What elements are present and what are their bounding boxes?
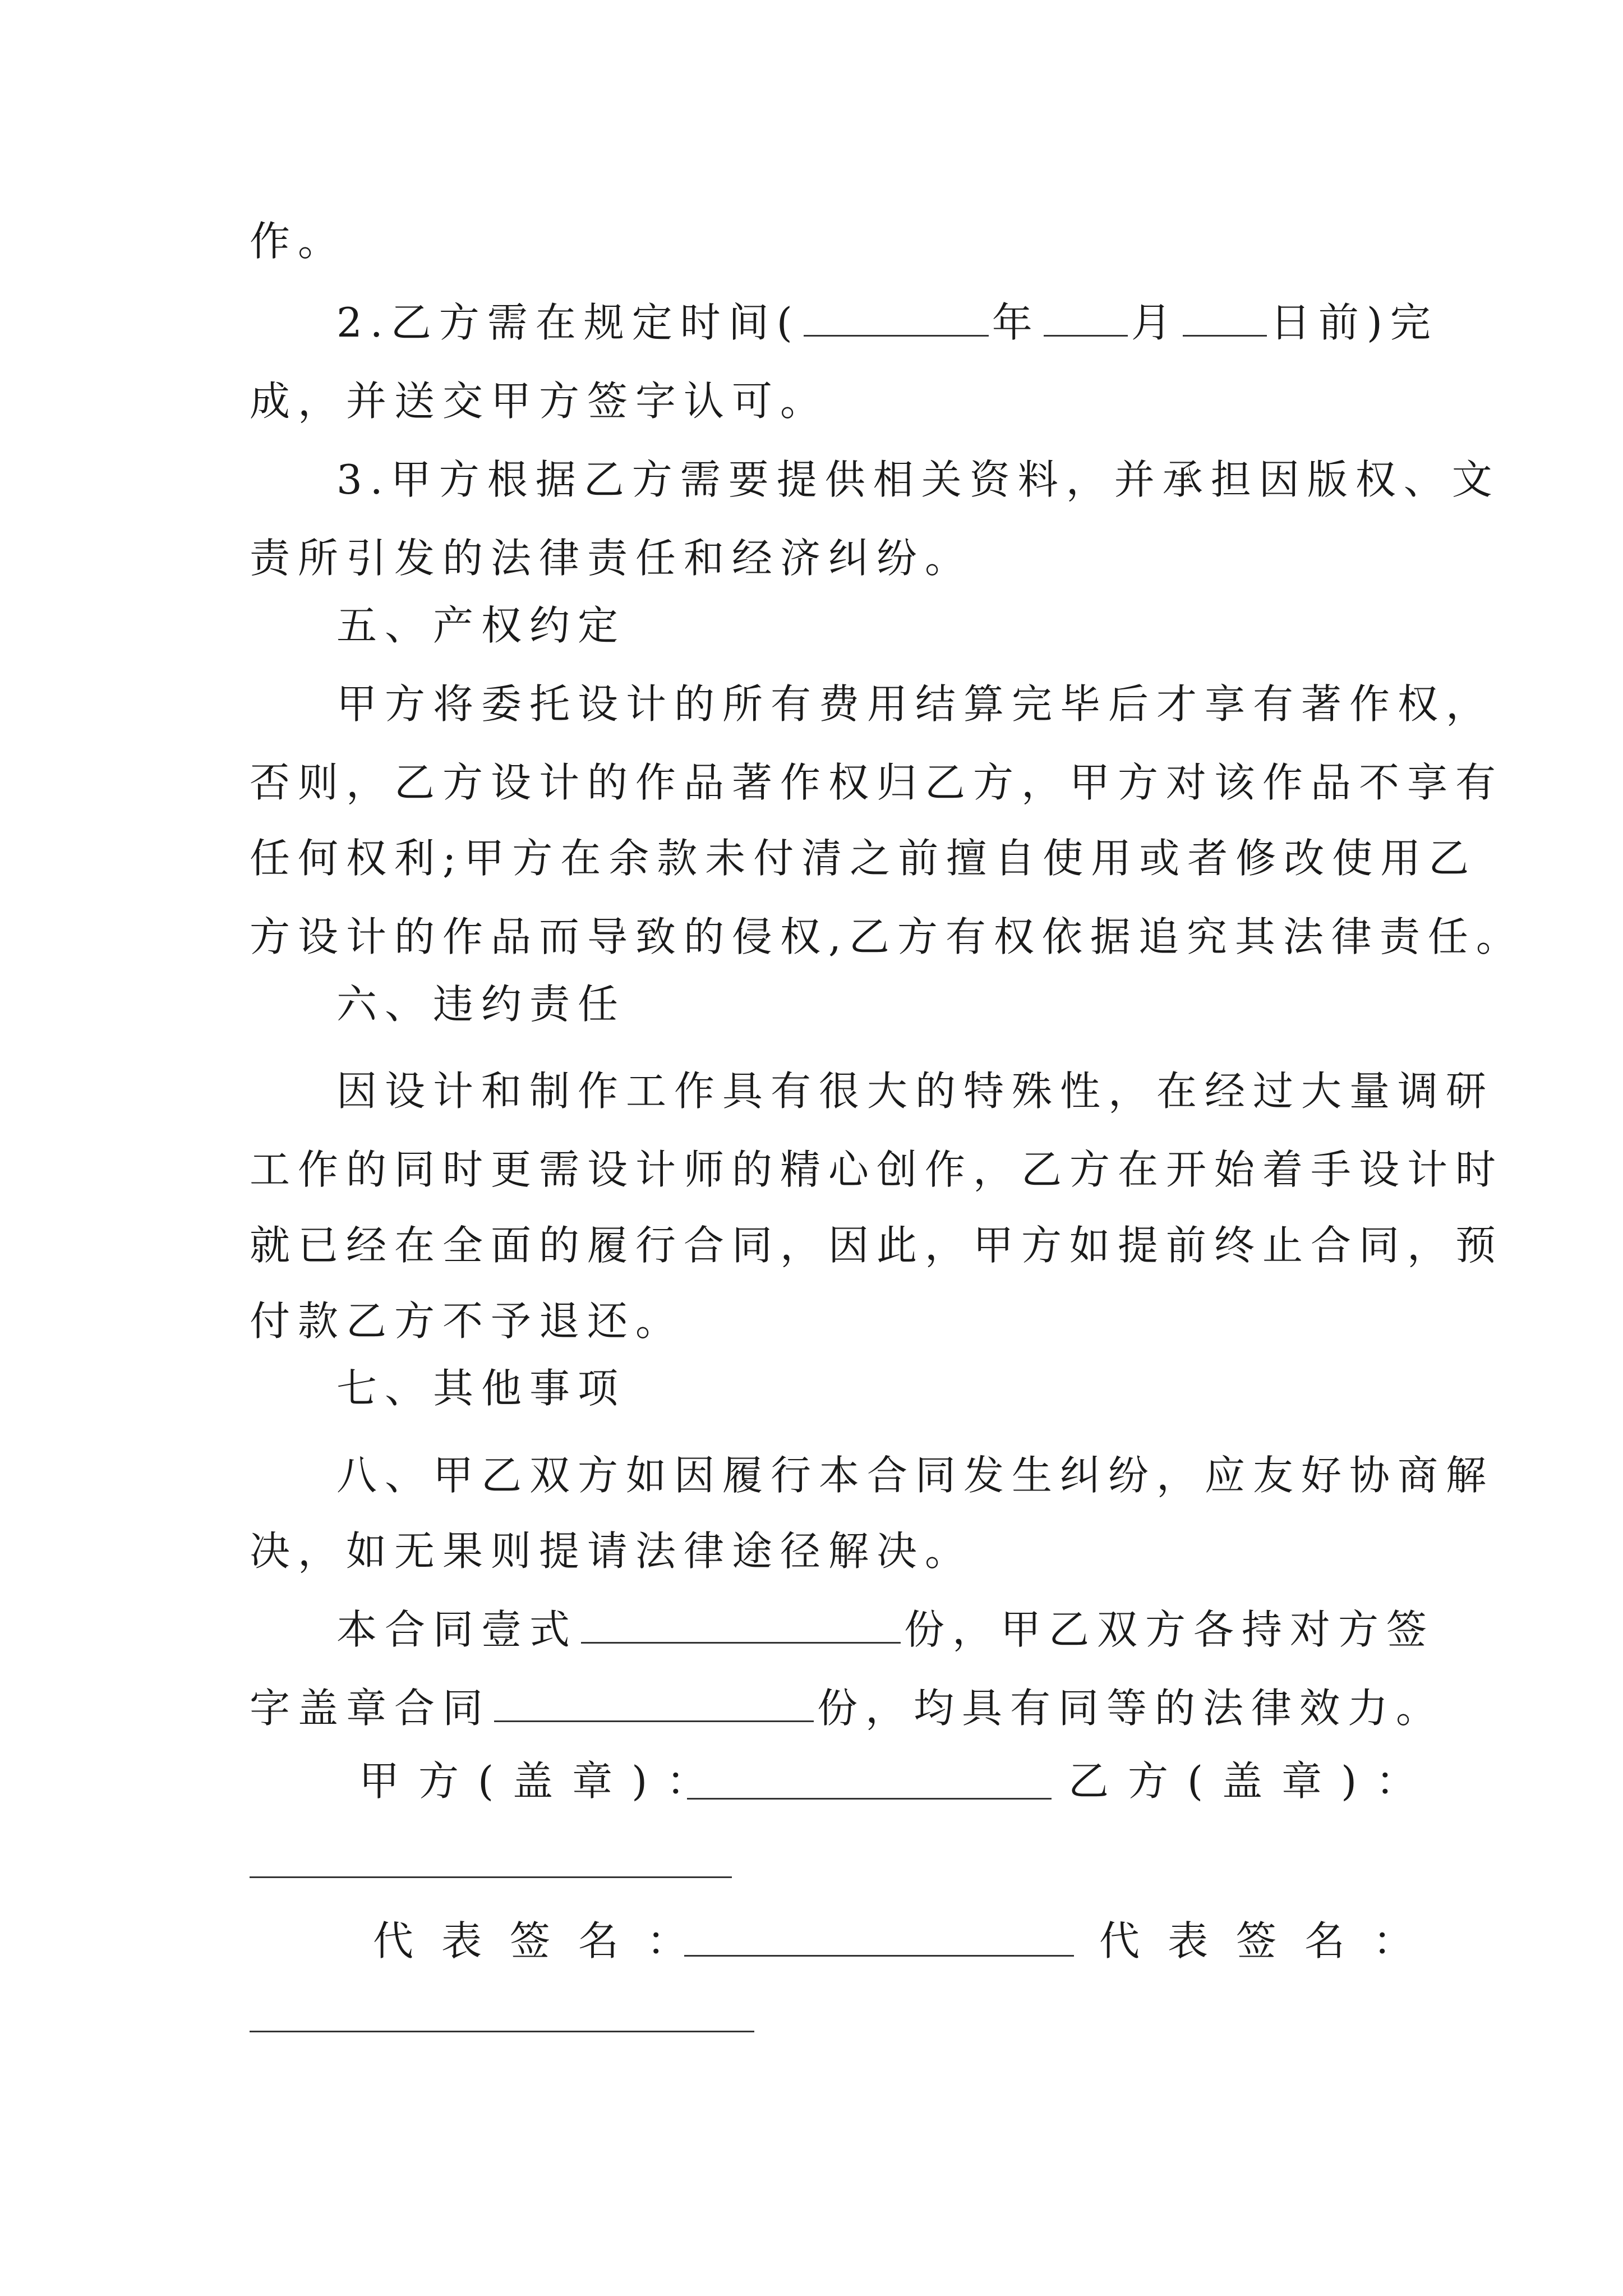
line-text: 3.甲方根据乙方需要提供相关资料，并承担因版权、文 xyxy=(336,456,1500,503)
section-heading-7 xyxy=(336,1360,626,1416)
line-text: 就已经在全面的履行合同，因此，甲方如提前终止合同，预 xyxy=(250,1222,1504,1269)
heading-text: 七、其他事项 xyxy=(336,1365,626,1412)
text-line-3 xyxy=(250,373,828,429)
text-line-9 xyxy=(250,909,1524,965)
party-b-seal-line xyxy=(250,1876,732,1878)
section-heading-6 xyxy=(336,976,626,1032)
line-text: 本合同壹式 xyxy=(336,1606,578,1653)
line-text: 任何权利;甲方在余款未付清之前擅自使用或者修改使用乙 xyxy=(250,835,1477,882)
copies-blank xyxy=(494,1680,814,1722)
line-text: 甲方将委托设计的所有费用结算完毕后才享有著作权， xyxy=(336,680,1495,728)
line-text: 字盖章合同 xyxy=(250,1685,491,1732)
copies-blank xyxy=(581,1602,901,1644)
party-b-seal-label xyxy=(1068,1753,1435,1809)
heading-text: 五、产权约定 xyxy=(336,602,626,649)
day-blank xyxy=(1183,295,1267,337)
text-line-15 xyxy=(250,1523,973,1579)
text-line-2 xyxy=(336,295,1438,351)
month-label: 月 xyxy=(1131,299,1179,346)
seal-label-text: 乙方(盖章)： xyxy=(1068,1757,1436,1805)
year-label: 年 xyxy=(992,299,1040,346)
party-a-seal-line xyxy=(687,1798,1052,1800)
line-text: 责所引发的法律责任和经济纠纷。 xyxy=(250,535,974,582)
line-text: 日前)完 xyxy=(1270,299,1438,346)
text-line-13 xyxy=(250,1293,684,1349)
text-line-4 xyxy=(336,452,1500,508)
text-line-11 xyxy=(250,1142,1504,1198)
year-blank xyxy=(804,295,989,337)
line-text: 方设计的作品而导致的侵权,乙方有权依据追究其法律责任。 xyxy=(250,913,1524,960)
party-b-rep-sign-line xyxy=(250,2031,754,2032)
line-text: 份，均具有同等的法律效力。 xyxy=(817,1685,1445,1732)
text-line-12 xyxy=(250,1217,1504,1273)
party-b-rep-sign-label xyxy=(1099,1913,1441,1969)
text-line-16 xyxy=(336,1602,1435,1658)
line-text: 付款乙方不予退还。 xyxy=(250,1297,684,1345)
month-blank xyxy=(1044,295,1128,337)
line-text: 否则，乙方设计的作品著作权归乙方，甲方对该作品不享有 xyxy=(250,759,1504,806)
text-line-14 xyxy=(336,1447,1494,1503)
seal-label-text: 甲方(盖章)： xyxy=(359,1757,726,1805)
line-text: 八、甲乙双方如因履行本合同发生纠纷，应友好协商解 xyxy=(336,1452,1495,1499)
party-a-rep-sign-line xyxy=(684,1955,1074,1957)
text-line-1 xyxy=(250,213,346,269)
heading-text: 六、违约责任 xyxy=(336,981,626,1028)
section-heading-5 xyxy=(336,597,626,654)
party-a-rep-sign-label xyxy=(373,1913,715,1969)
line-text: 决，如无果则提请法律途径解决。 xyxy=(250,1527,974,1575)
text-line-17 xyxy=(250,1680,1444,1736)
text-line-5 xyxy=(250,530,973,586)
line-text: 因设计和制作工作具有很大的特殊性，在经过大量调研 xyxy=(336,1068,1495,1115)
text-line-8 xyxy=(250,830,1477,886)
line-text: 份，甲乙双方各持对方签 xyxy=(904,1606,1435,1653)
line-text: 作。 xyxy=(250,218,347,265)
text-line-7 xyxy=(250,754,1504,811)
line-text: 2.乙方需在规定时间( xyxy=(336,299,800,346)
text-line-6 xyxy=(336,676,1494,732)
text-line-10 xyxy=(336,1063,1494,1119)
line-text: 工作的同时更需设计师的精心创作，乙方在开始着手设计时 xyxy=(250,1146,1504,1193)
line-text: 成，并送交甲方签字认可。 xyxy=(250,378,829,425)
sign-label-text: 代表签名： xyxy=(1099,1917,1442,1964)
party-a-seal-label xyxy=(359,1753,726,1809)
sign-label-text: 代表签名： xyxy=(373,1917,716,1964)
